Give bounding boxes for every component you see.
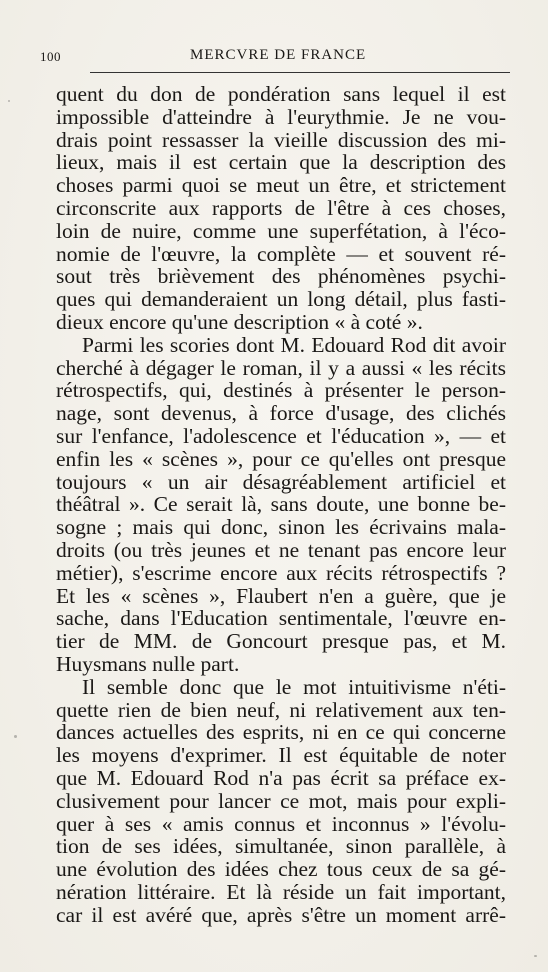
text-line: nage, sont devenus, à force d'usage, des clichés [56,401,506,426]
text-line: droits (ou très jeunes et ne tenant pas encore leur [56,537,506,562]
text-line: quer à ses « amis connus et inconnus » l'évolu- [56,811,506,836]
header-rule [90,72,510,73]
text-line: dances actuelles des esprits, ni en ce qui concerne [56,720,506,745]
text-line: lieux, mais il est certain que la description des [56,150,506,175]
text-line: impossible d'atteindre à l'eurythmie. Je ne vou- [56,104,506,129]
text-line: sogne ; mais qui donc, sinon les écrivains mala- [56,515,506,540]
text-line: théâtral ». Ce serait là, sans doute, une bonne be- [56,492,506,517]
text-line: nomie de l'œuvre, la complète — et souvent ré- [56,241,506,266]
page-number: 100 [40,49,61,64]
text-line: Et les « scènes », Flaubert n'en a guère, que je [56,583,506,608]
text-line: quent du don de pondération sans lequel il est [56,82,506,106]
page-header [40,47,510,69]
paragraph-start-line: Parmi les scories dont M. Edouard Rod dit avoir [82,332,506,357]
text-line: sache, dans l'Education sentimentale, l'œuvre en- [56,606,506,631]
text-line: tier de MM. de Goncourt presque pas, et M. [56,629,506,654]
text-line: les moyens d'exprimer. Il est équitable de noter [56,743,506,768]
text-line: que M. Edouard Rod n'a pas écrit sa préface ex- [56,765,506,790]
text-line: quette rien de bien neuf, ni relativement aux ten- [56,697,506,722]
text-line: rétrospectifs, qui, destinés à présenter le person- [56,378,506,403]
text-line: toujours « un air désagréablement artificiel et [56,469,506,494]
text-line: loin de nuire, comme une superfétation, à l'éco- [56,218,506,243]
running-head: MERCVRE DE FRANCE [190,47,367,63]
text-line: cherché à dégager le roman, il y a aussi « les récits [56,355,506,380]
print-speck [534,955,537,957]
text-line: une évolution des idées chez tous ceux de sa gé- [56,857,506,882]
text-line: drais point ressasser la vieille discussion des mi- [56,127,506,152]
text-line: Huysmans nulle part. [56,651,240,676]
text-line: dieux encore qu'une description « à coté ». [56,309,423,334]
text-line: circonscrite aux rapports de l'être à ces choses, [56,195,506,220]
text-line: car il est avéré que, après s'être un moment arrê- [56,902,506,927]
text-line: tion de ses idées, simultanée, sinon parallèle, à [56,834,506,859]
text-line: sout très brièvement des phénomènes psychi- [56,264,506,289]
print-speck [14,735,17,738]
paragraph-start-line: Il semble donc que le mot intuitivisme n'éti- [82,674,506,699]
print-speck [8,100,10,102]
text-line: enfin les « scènes », pour ce qu'elles ont presque [56,446,506,471]
text-line: sur l'enfance, l'adolescence et l'éducation », — et [56,423,506,448]
text-line: choses parmi quoi se meut un être, et strictement [56,173,506,198]
text-line: ques qui demanderaient un long détail, plus fasti- [56,287,506,312]
text-line: clusivement pour lancer ce mot, mais pour expli- [56,788,506,813]
body-text [56,83,506,926]
text-line: métier), s'escrime encore aux récits rétrospectifs ? [56,560,506,585]
text-line: nération littéraire. Et là réside un fait important, [56,879,506,904]
